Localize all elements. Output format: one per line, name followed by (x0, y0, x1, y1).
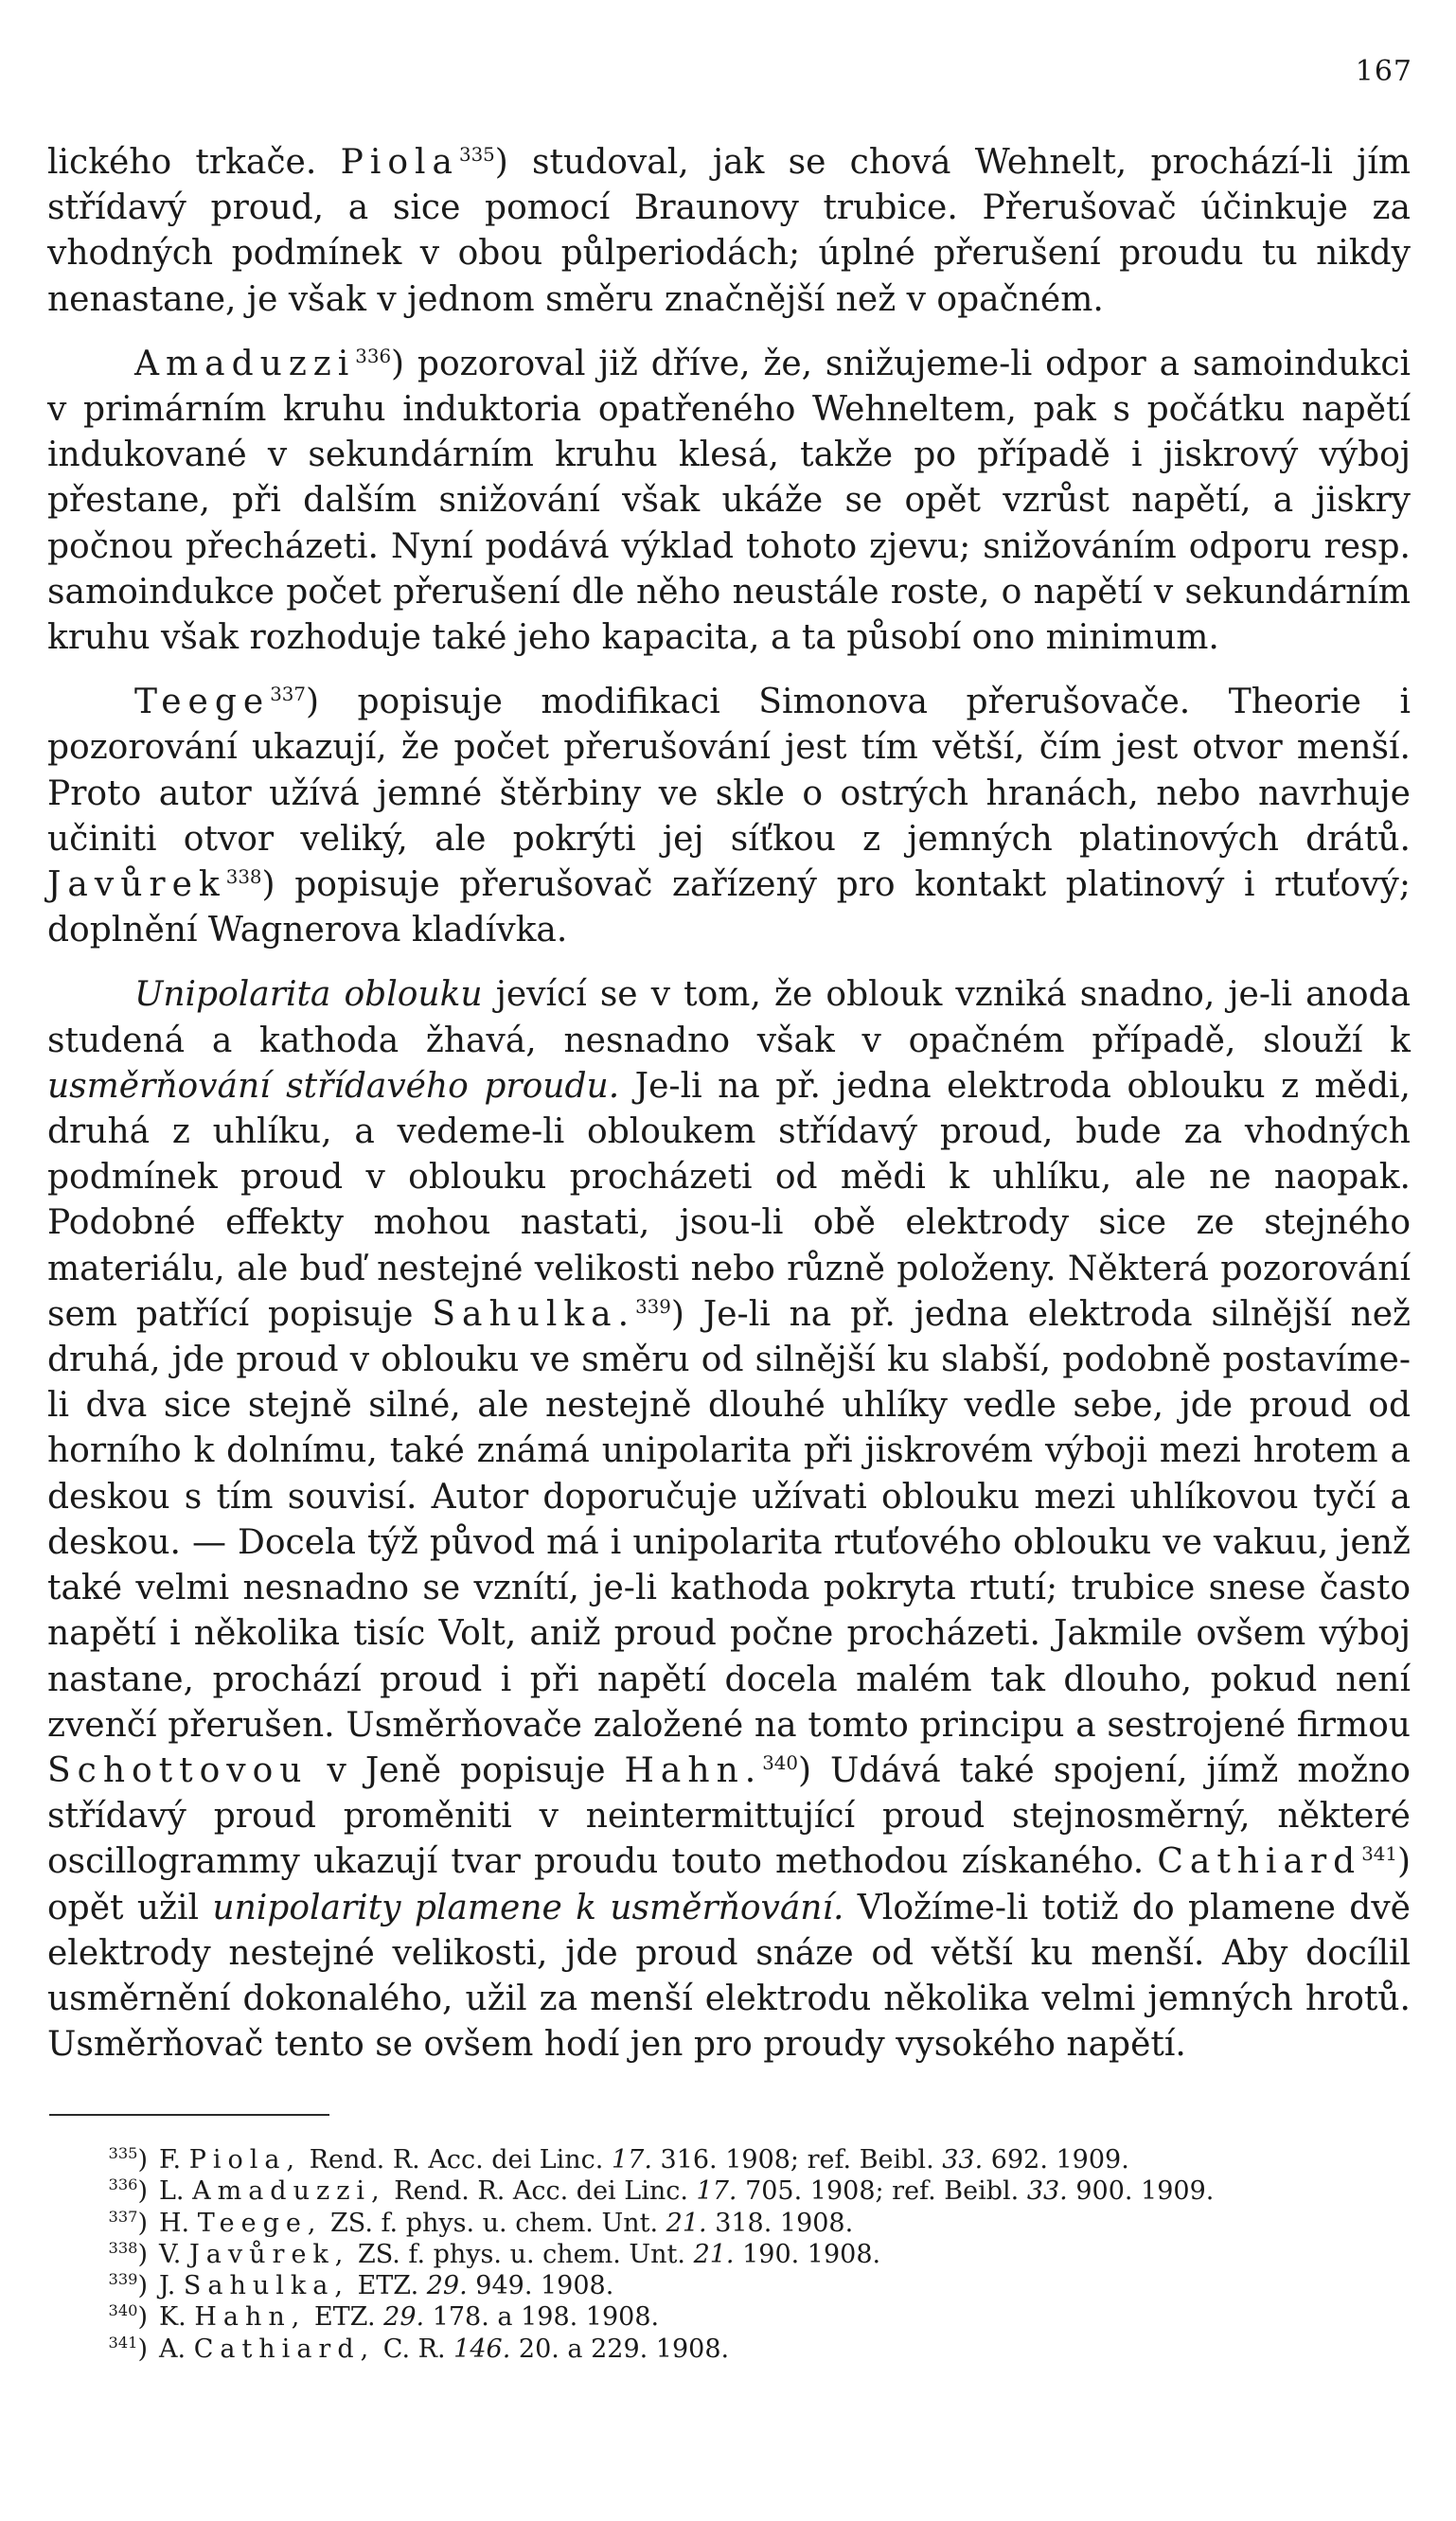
italic-term: Unipolarita oblouku (134, 975, 483, 1015)
footnote-number: $^{337}$) (108, 2207, 148, 2238)
footnote-335: $^{335}$) F. Piola, Rend. R. Acc. dei Linc. 17. 316. 1908; ref. Beibl. 33. 692. 1909. (47, 2144, 1414, 2175)
paragraph-4 (47, 972, 1411, 2068)
paragraph-3 (47, 680, 1411, 953)
footnotes (47, 2144, 1414, 2365)
footnote-ref: 336 (355, 345, 392, 367)
footnote-number: $^{339}$) (108, 2270, 148, 2301)
footnote-ref: 341 (1361, 1843, 1397, 1866)
volume: 29. (383, 2302, 425, 2333)
text: ) opět užil (47, 1842, 1412, 1927)
footnote-339: $^{339}$) J. Sahulka, ETZ. 29. 949. 1908. (47, 2270, 1414, 2301)
footnote-number: $^{341}$) (108, 2333, 148, 2364)
volume: 21. (666, 2208, 707, 2238)
volume: 33. (942, 2145, 984, 2175)
text: ) Udává také spojení, jímž možno střídavý proud proměniti v neintermittující proud stejnosměrný, některé oscillogrammy ukazují tvar proudu touto methodou získaného. (47, 1750, 1411, 1882)
text: jevící se v tom, že oblouk vzniká snadno, je-li anoda studená a kathoda žhavá, nesnadno však v opačném případě, slouží k (47, 975, 1411, 1060)
footnote-337: $^{337}$) H. Teege, ZS. f. phys. u. chem. Unt. 21. 318. 1908. (47, 2208, 1414, 2239)
text: ) pozoroval již dříve, že, snižujeme-li odpor a samoindukci v primárním kruhu induktoria opatřeného Wehneltem, pak s počátku napětí indukované v sekundárním kruhu klesá, takže po případě i jiskrový výboj přestane, při dalším snižování však ukáže se opět vzrůst napětí, a jiskry počnou přecházeti. Nyní podává výklad tohoto zjevu; snižováním odporu resp. samoindukce počet přerušení dle něho neustále roste, o napětí v sekundárním kruhu však rozhoduje také jeho kapacita, a ta působí ono minimum. (47, 344, 1411, 658)
footnote-divider (49, 2114, 329, 2116)
text: ) popisuje přerušovač zařízený pro kontakt platinový i rtuťový; doplnění Wagnerova kladívka. (47, 865, 1411, 950)
text: ) studoval, jak se chová Wehnelt, prochází-li jím střídavý proud, a sice pomocí Braunovy trubice. Přerušovač účinkuje za vhodných podmínek v obou půlperiodách; úplné přerušení proudu tu nikdy nenastane, je však v jednom směru značnější než v opačném. (47, 143, 1411, 319)
company-name: Schottovou (47, 1750, 309, 1790)
footnote-338: $^{338}$) V. Javůrek, ZS. f. phys. u. chem. Unt. 21. 190. 1908. (47, 2239, 1414, 2270)
volume: 21. (693, 2239, 735, 2269)
author-name: Amaduzzi (134, 344, 356, 383)
author-name: Teege (134, 683, 271, 722)
footnote-number: $^{340}$) (108, 2301, 148, 2333)
footnote-ref: 340 (762, 1751, 798, 1774)
footnote-author: Hahn, (194, 2302, 307, 2333)
text: Vložíme-li totiž do plamene dvě elektrody nestejné velikosti, jde proud snáze od větší ku menší. Aby docílil usměrnění dokonalého, užil za menší elektrodu několika velmi jemných hrotů. Usměrňovač tento se ovšem hodí jen pro proudy vysokého napětí. (47, 1888, 1411, 2065)
body-text (47, 140, 1411, 2068)
italic-term: usměrňování střídavého proudu. (47, 1066, 620, 1106)
footnote-author: Teege, (197, 2208, 323, 2238)
text: ) Je-li na př. jedna elektroda silnější než druhá, jde proud v oblouku ve směru od silnější ku slabší, podobně postavíme-li dva sice stejně silné, ale nestejně dlouhé uhlíky vedle sebe, jde proud od horního k dolnímu, také známá unipolarita při jiskrovém výboji mezi hrotem a deskou s tím souvisí. Autor doporučuje užívati oblouku mezi uhlíkovou tyčí a deskou. — Docela týž původ má i unipolarita rtuťového oblouku ve vakuu, jenž také velmi nesnadno se vznítí, je-li kathoda pokryta rtutí; trubice snese často napětí i několika tisíc Volt, aniž proud počne procházeti. Jakmile ovšem výboj nastane, prochází proud i při napětí docela malém tak dlouho, pokud není zvenčí přerušen. Usměrňovače založené na tomto principu a sestrojené firmou (47, 1294, 1411, 1745)
author-name: Hahn. (624, 1750, 763, 1790)
volume: 17. (696, 2176, 737, 2207)
text: ) popisuje modifikaci Simonova přerušovače. Theorie i pozorování ukazují, že počet přerušování jest tím větší, čím jest otvor menší. Proto autor užívá jemné štěrbiny ve skle o ostrých hranách, nebo navrhuje učiniti otvor veliký, ale pokrýti jej síťkou z jemných platinových drátů. (47, 683, 1411, 859)
text: v Jeně popisuje (308, 1750, 606, 1790)
author-name: Javůrek (47, 865, 226, 905)
footnote-ref: 339 (635, 1295, 671, 1318)
page-number: 167 (1355, 55, 1412, 88)
footnote-author: Piola, (188, 2145, 302, 2175)
footnote-ref: 338 (225, 866, 262, 889)
text: lického trkače. (47, 143, 317, 182)
volume: 17. (611, 2145, 652, 2175)
volume: 146. (453, 2334, 511, 2364)
footnote-336: $^{336}$) L. Amaduzzi, Rend. R. Acc. dei Linc. 17. 705. 1908; ref. Beibl. 33. 900. 1909. (47, 2175, 1414, 2207)
paragraph-2 (47, 342, 1411, 661)
footnote-author: Amaduzzi, (192, 2176, 386, 2207)
volume: 29. (426, 2271, 468, 2301)
author-name: Cathiard (1157, 1842, 1362, 1882)
footnote-author: Javůrek, (188, 2239, 350, 2269)
author-name: Piola (340, 143, 459, 182)
footnote-number: $^{338}$) (108, 2238, 148, 2269)
footnote-author: Cathiard, (193, 2334, 376, 2364)
italic-term: unipolarity plamene k usměrňování. (212, 1888, 844, 1927)
footnote-ref: 335 (458, 144, 495, 166)
volume: 33. (1026, 2176, 1068, 2207)
author-name: Sahulka. (432, 1294, 636, 1334)
text: Je-li na př. jedna elektroda oblouku z mědi, druhá z uhlíku, a vedeme-li obloukem střídavý proud, bude za vhodných podmínek proud v oblouku procházeti od mědi k uhlíku, ale ne naopak. Podobné effekty mohou nastati, jsou-li obě elektrody sice ze stejného materiálu, ale buď nestejné velikosti nebo různě položeny. Některá pozorování sem patřící popisuje (47, 1066, 1411, 1334)
footnote-340: $^{340}$) K. Hahn, ETZ. 29. 178. a 198. 1908. (47, 2301, 1414, 2333)
paragraph-1 (47, 140, 1411, 323)
footnote-author: Sahulka, (183, 2271, 349, 2301)
footnote-number: $^{336}$) (108, 2175, 148, 2207)
footnote-ref: 337 (270, 684, 306, 706)
footnote-number: $^{335}$) (108, 2144, 148, 2175)
footnote-341: $^{341}$) A. Cathiard, C. R. 146. 20. a 229. 1908. (47, 2334, 1414, 2365)
